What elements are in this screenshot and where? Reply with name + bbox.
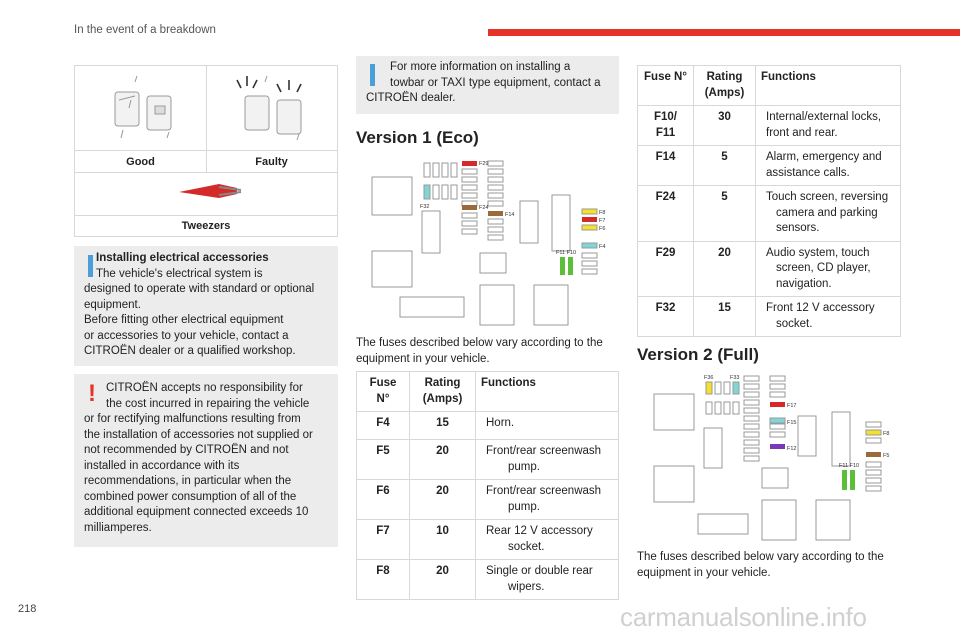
- page-number: 218: [18, 603, 37, 615]
- divider: [75, 215, 337, 216]
- fuse-cell: F5: [357, 440, 410, 480]
- table-row: [638, 106, 901, 146]
- label-f12: F12: [787, 446, 797, 452]
- fuse-table-v1: [356, 371, 619, 600]
- label-f24: F24: [479, 205, 489, 211]
- label-f36: F36: [704, 375, 714, 381]
- label-f32: F32: [420, 204, 430, 210]
- intro-text-v2: [637, 550, 917, 581]
- intro-text-v1: [356, 336, 626, 367]
- rating-cell: 10: [410, 520, 476, 560]
- good-fuse-image: [105, 74, 185, 144]
- table-row: [357, 440, 619, 480]
- function-cell: Single or double rear wipers.: [476, 560, 619, 600]
- label-f8: F8: [599, 210, 606, 216]
- warning-text-line: not recommended by CITROËN and not: [84, 444, 289, 456]
- table-row: [638, 186, 901, 242]
- info-text-line: equipment.: [84, 298, 141, 311]
- info-box-towbar: [356, 56, 619, 114]
- rating-cell: 20: [410, 480, 476, 520]
- label-f17: F17: [787, 403, 797, 409]
- function-cell: Alarm, emergency and assistance calls.: [756, 146, 901, 186]
- divider: [75, 172, 337, 173]
- function-cell: Front 12 V accessory socket.: [756, 297, 901, 337]
- rating-cell: 20: [694, 241, 756, 297]
- rating-cell: 15: [694, 297, 756, 337]
- warning-text-line: recommendations, in particular when the: [84, 475, 292, 487]
- label-f29: F29: [479, 161, 489, 167]
- label-f7: F7: [599, 218, 606, 224]
- info-text-line: CITROËN dealer or a qualified workshop.: [84, 345, 296, 357]
- fuse-illustration-card: [74, 65, 338, 237]
- warning-text-line: the installation of accessories not supplied or: [84, 428, 313, 441]
- function-cell: Horn.: [476, 412, 619, 440]
- table-row: [638, 241, 901, 297]
- info-title: Installing electrical accessories: [96, 252, 269, 264]
- col-header-functions: Functions: [756, 66, 901, 106]
- table-row: [638, 146, 901, 186]
- header-accent-bar: [488, 29, 960, 36]
- col-header-rating: Rating (Amps): [410, 372, 476, 412]
- intro-line: equipment in your vehicle.: [356, 352, 490, 365]
- info-icon: [88, 255, 93, 277]
- label-f4: F4: [599, 244, 606, 250]
- good-label: Good: [126, 156, 155, 168]
- fuse-cell: F8: [357, 560, 410, 600]
- col-header-fuse: Fuse N°: [357, 372, 410, 412]
- version1-title: Version 1 (Eco): [356, 128, 479, 147]
- function-cell: Front/rear screenwash pump.: [476, 440, 619, 480]
- section-header: In the event of a breakdown: [74, 24, 216, 36]
- info-text-line: The vehicle's electrical system is: [96, 267, 263, 280]
- table-row: [357, 480, 619, 520]
- tweezers-label: Tweezers: [181, 220, 231, 232]
- warning-text-line: the cost incurred in repairing the vehicle: [106, 397, 310, 410]
- function-cell: Audio system, touch screen, CD player, navigation.: [756, 241, 901, 297]
- version2-title: Version 2 (Full): [637, 345, 759, 364]
- label-f11-f10: F11 F10: [839, 463, 860, 469]
- col-header-rating: Rating (Amps): [694, 66, 756, 106]
- fuse-cell: F4: [357, 412, 410, 440]
- label-f15: F15: [787, 420, 797, 426]
- rating-cell: 20: [410, 560, 476, 600]
- tweezers-image: [175, 178, 245, 204]
- col-header-fuse: Fuse N°: [638, 66, 694, 106]
- info-icon: [370, 64, 375, 86]
- rating-cell: 30: [694, 106, 756, 146]
- function-cell: Rear 12 V accessory socket.: [476, 520, 619, 560]
- col-header-functions: Functions: [476, 372, 619, 412]
- fuse-cell: F24: [638, 186, 694, 242]
- intro-line: equipment in your vehicle.: [637, 566, 771, 579]
- rating-cell: 5: [694, 186, 756, 242]
- fuse-cell: F14: [638, 146, 694, 186]
- label-f5: F5: [883, 453, 890, 459]
- watermark: carmanualsonline.info: [620, 602, 867, 632]
- rating-cell: 20: [410, 440, 476, 480]
- function-cell: Internal/external locks, front and rear.: [756, 106, 901, 146]
- label-f6: F6: [599, 226, 606, 232]
- table-row: [638, 297, 901, 337]
- rating-cell: 15: [410, 412, 476, 440]
- warning-text-line: installed in accordance with its: [84, 459, 240, 472]
- fuse-cell: F6: [357, 480, 410, 520]
- rating-cell: 5: [694, 146, 756, 186]
- info-text-line: For more information on installing a: [390, 61, 571, 73]
- info-text-line: towbar or TAXI type equipment, contact a: [390, 76, 601, 89]
- faulty-fuse-image: [235, 74, 315, 144]
- info-text-line: designed to operate with standard or optional: [84, 283, 315, 295]
- table-header-row: [357, 372, 619, 412]
- info-text-line: or accessories to your vehicle, contact a: [84, 329, 289, 342]
- warning-box: [74, 374, 338, 547]
- fuse-cell: F32: [638, 297, 694, 337]
- intro-line: The fuses described below vary according to the: [356, 337, 603, 349]
- info-text-line: CITROËN dealer.: [366, 92, 456, 104]
- intro-line: The fuses described below vary according to the: [637, 551, 884, 563]
- function-cell: Touch screen, reversing camera and parking sensors.: [756, 186, 901, 242]
- warning-text-line: CITROËN accepts no responsibility for: [106, 382, 303, 394]
- warning-icon: !: [88, 380, 96, 407]
- warning-text-line: additional equipment connected exceeds 10: [84, 506, 309, 518]
- table-row: [357, 520, 619, 560]
- warning-text-line: milliamperes.: [84, 521, 152, 534]
- divider: [75, 150, 337, 151]
- fuse-cell: F10/ F11: [638, 106, 694, 146]
- table-header-row: [638, 66, 901, 106]
- warning-text-line: or for rectifying malfunctions resulting from: [84, 413, 301, 425]
- function-cell: Front/rear screenwash pump.: [476, 480, 619, 520]
- fuse-box-diagram-v2: [650, 372, 890, 544]
- table-row: [357, 412, 619, 440]
- fuse-box-diagram-v1: [370, 155, 610, 330]
- label-f14: F14: [505, 212, 515, 218]
- fuse-cell: F7: [357, 520, 410, 560]
- table-row: [357, 560, 619, 600]
- warning-text-line: combined power consumption of all of the: [84, 490, 297, 503]
- label-f8: F8: [883, 431, 890, 437]
- info-box-accessories: [74, 246, 338, 366]
- label-f33: F33: [730, 375, 740, 381]
- fuse-cell: F29: [638, 241, 694, 297]
- faulty-label: Faulty: [255, 156, 288, 168]
- label-f11-f10: F11 F10: [556, 250, 577, 256]
- fuse-table-v1-continued: [637, 65, 901, 337]
- info-text-line: Before fitting other electrical equipment: [84, 314, 284, 326]
